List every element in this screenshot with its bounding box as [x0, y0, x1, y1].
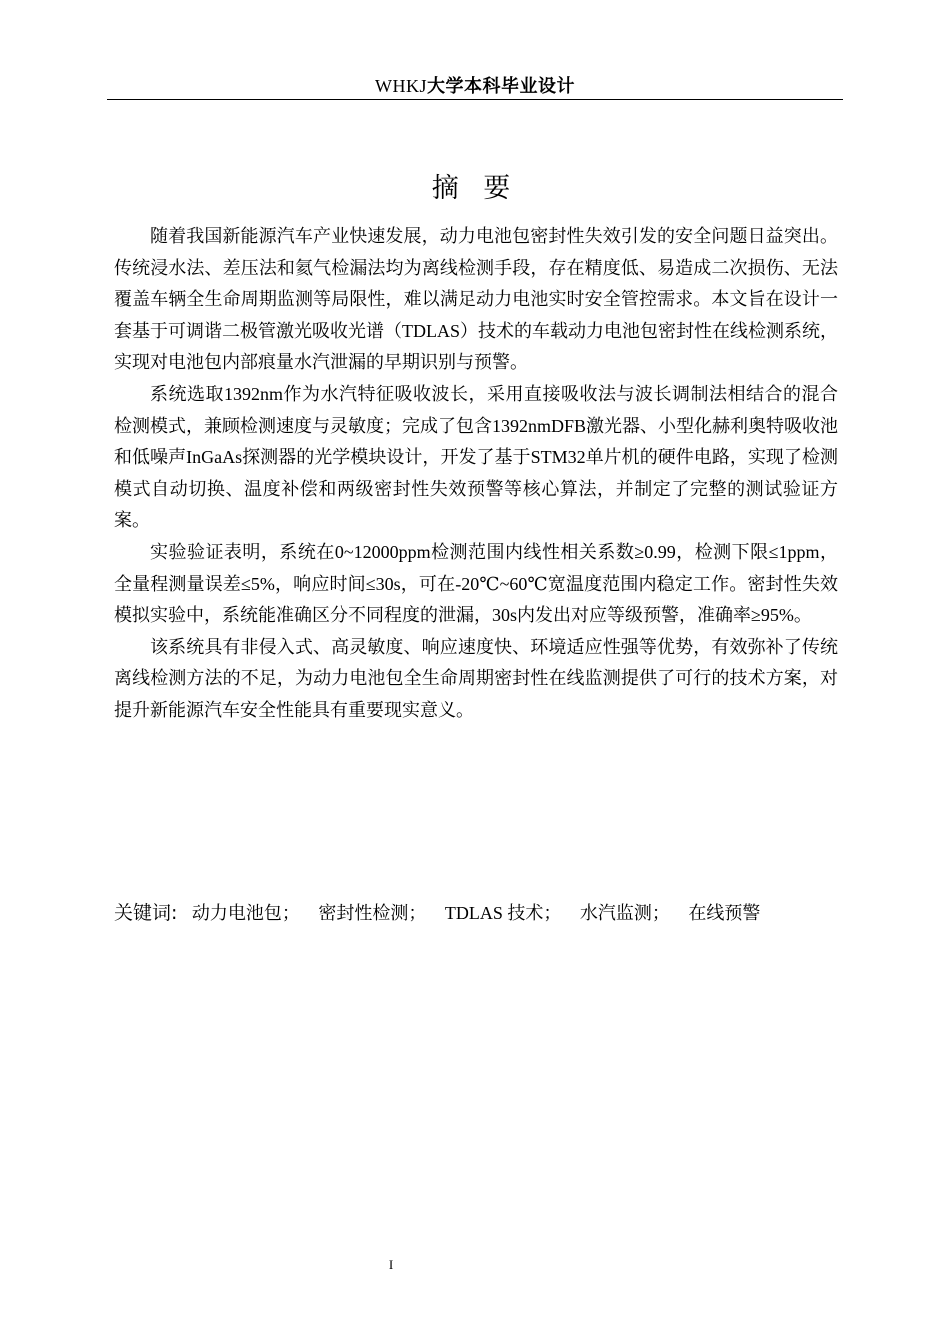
keyword-item: 在线预警 [688, 903, 761, 923]
keywords-line [114, 899, 838, 927]
abstract-paragraph: 随着我国新能源汽车产业快速发展，动力电池包密封性失效引发的安全问题日益突出。传统浸水法、差压法和氦气检漏法均为离线检测手段，存在精度低、易造成二次损伤、无法覆盖车辆全生命周期监测等局限性，难以满足动力电池实时安全管控需求。本文旨在设计一套基于可调谐二极管激光吸收光谱（TDLAS）技术的车载动力电池包密封性在线检测系统，实现对电池包内部痕量水汽泄漏的早期识别与预警。 [114, 226, 838, 373]
abstract-paragraph: 系统选取1392nm作为水汽特征吸收波长，采用直接吸收法与波长调制法相结合的混合检测模式，兼顾检测速度与灵敏度；完成了包含1392nmDFB激光器、小型化赫利奥特吸收池和低噪声InGaAs探测器的光学模块设计，开发了基于STM32单片机的硬件电路，实现了检测模式自动切换、温度补偿和两级密封性失效预警等核心算法，并制定了完整的测试验证方案。 [114, 383, 839, 531]
keywords-label: 关键词: [114, 902, 178, 924]
abstract-paragraph: 该系统具有非侵入式、高灵敏度、响应速度快、环境适应性强等优势，有效弥补了传统离线检测方法的不足，为动力电池包全生命周期密封性在线监测提供了可行的技术方案，对提升新能源汽车安全性能具有重要现实意义。 [114, 636, 838, 720]
running-header [107, 74, 843, 99]
abstract-paragraph: 实验验证表明，系统在0~12000ppm检测范围内线性相关系数≥0.99，检测下限≤1ppm，全量程测量误差≤5%，响应时间≤30s，可在-20℃~60℃宽温度范围内稳定工作。密封性失效模拟实验中，系统能准确区分不同程度的泄漏，30s内发出对应等级预警，准确率≥95%。 [114, 541, 838, 626]
abstract-heading: 摘 要 [431, 173, 519, 204]
keyword-item: TDLAS 技术； [444, 903, 562, 923]
keyword-item: 密封性检测； [318, 903, 427, 923]
header-title: 大学本科毕业设计 [427, 76, 575, 97]
abstract-body [114, 221, 838, 727]
keyword-item: 动力电池包； [191, 903, 300, 923]
header-institution: WHKJ [375, 76, 427, 96]
keyword-item: 水汽监测； [579, 903, 670, 923]
page-number: I [388, 1257, 394, 1272]
header-divider [107, 99, 843, 100]
